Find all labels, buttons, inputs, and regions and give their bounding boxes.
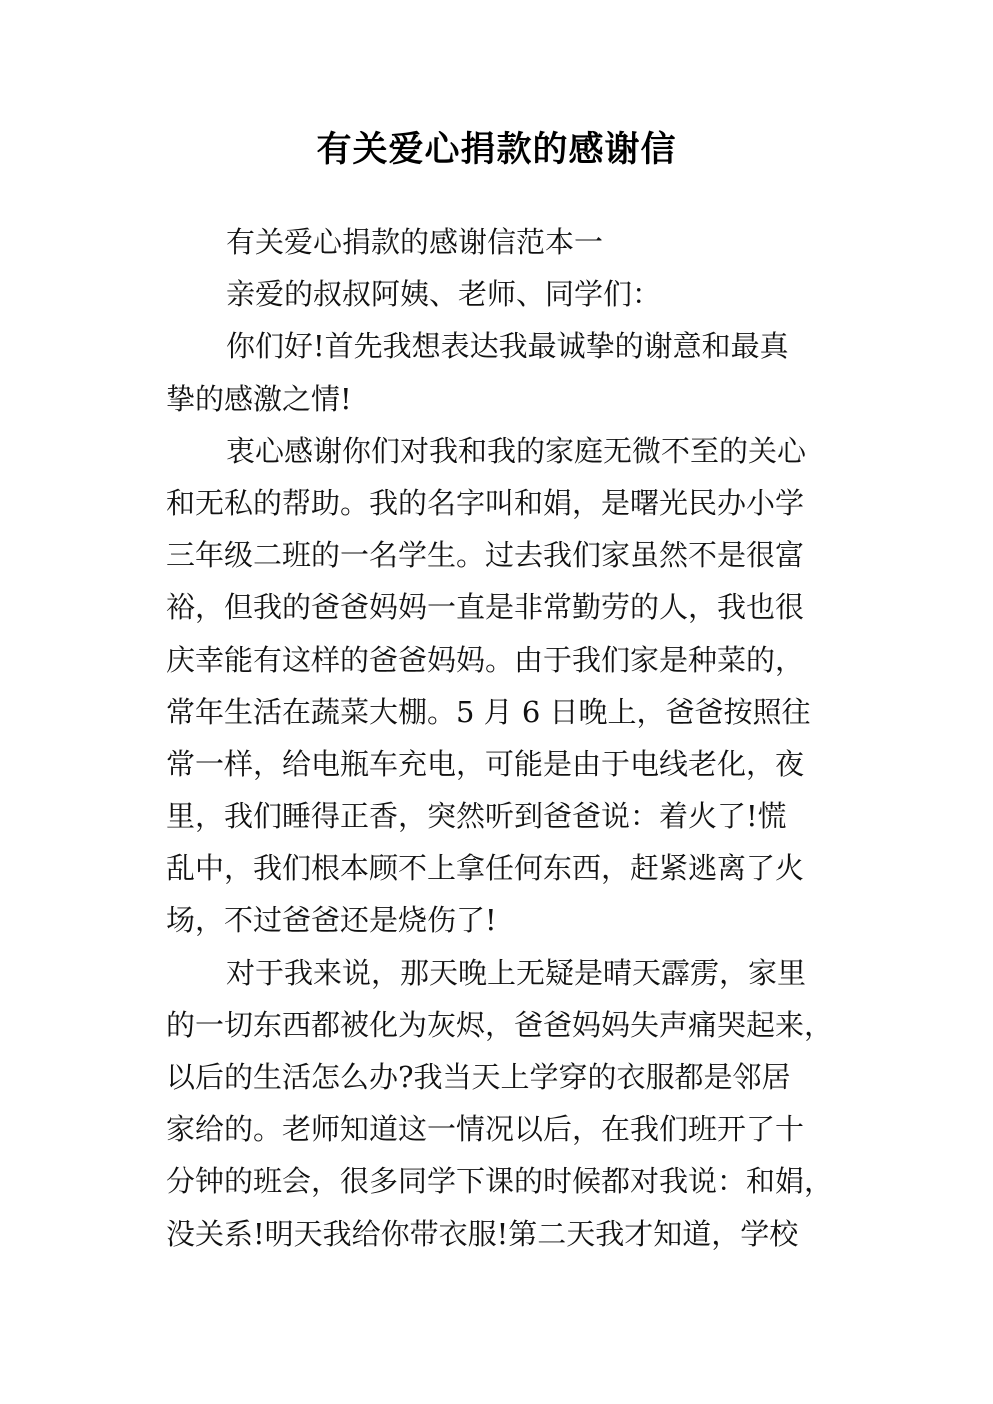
text-line: 挚的感激之情!	[166, 381, 352, 416]
text-line: 你们好!首先我想表达我最诚挚的谢意和最真	[226, 329, 789, 364]
text-line: 三年级二班的一名学生。过去我们家虽然不是很富	[166, 538, 805, 573]
text-line: 常年生活在蔬菜大棚。5 月 6 日晚上，爸爸按照往	[166, 694, 811, 729]
text-line: 的一切东西都被化为灰烬，爸爸妈妈失声痛哭起来，	[166, 1007, 834, 1042]
text-line: 没关系!明天我给你带衣服!第二天我才知道，学校	[166, 1216, 799, 1251]
text-line: 和无私的帮助。我的名字叫和娟，是曙光民办小学	[166, 485, 805, 520]
text-line: 庆幸能有这样的爸爸妈妈。由于我们家是种菜的，	[166, 642, 805, 677]
text-line: 里，我们睡得正香，突然听到爸爸说：着火了!慌	[166, 799, 787, 834]
text-line: 分钟的班会，很多同学下课的时候都对我说：和娟，	[166, 1164, 834, 1199]
text-line: 裕，但我的爸爸妈妈一直是非常勤劳的人，我也很	[166, 590, 805, 625]
text-line: 对于我来说，那天晚上无疑是晴天霹雳，家里	[226, 955, 807, 990]
text-line: 乱中，我们根本顾不上拿任何东西，赶紧逃离了火	[166, 851, 805, 886]
salutation-line: 亲爱的叔叔阿姨、老师、同学们：	[226, 277, 662, 312]
text-line: 常一样，给电瓶车充电，可能是由于电线老化，夜	[166, 746, 805, 781]
document-body	[166, 216, 838, 1260]
text-line: 有关爱心捐款的感谢信范本一	[226, 225, 604, 259]
text-line: 场，不过爸爸还是烧伤了!	[166, 903, 497, 938]
text-line: 家给的。老师知道这一情况以后，在我们班开了十	[166, 1112, 805, 1147]
document-title: 有关爱心捐款的感谢信	[316, 130, 677, 170]
text-line: 以后的生活怎么办?我当天上学穿的衣服都是邻居	[166, 1060, 791, 1094]
text-line: 衷心感谢你们对我和我的家庭无微不至的关心	[226, 433, 807, 468]
